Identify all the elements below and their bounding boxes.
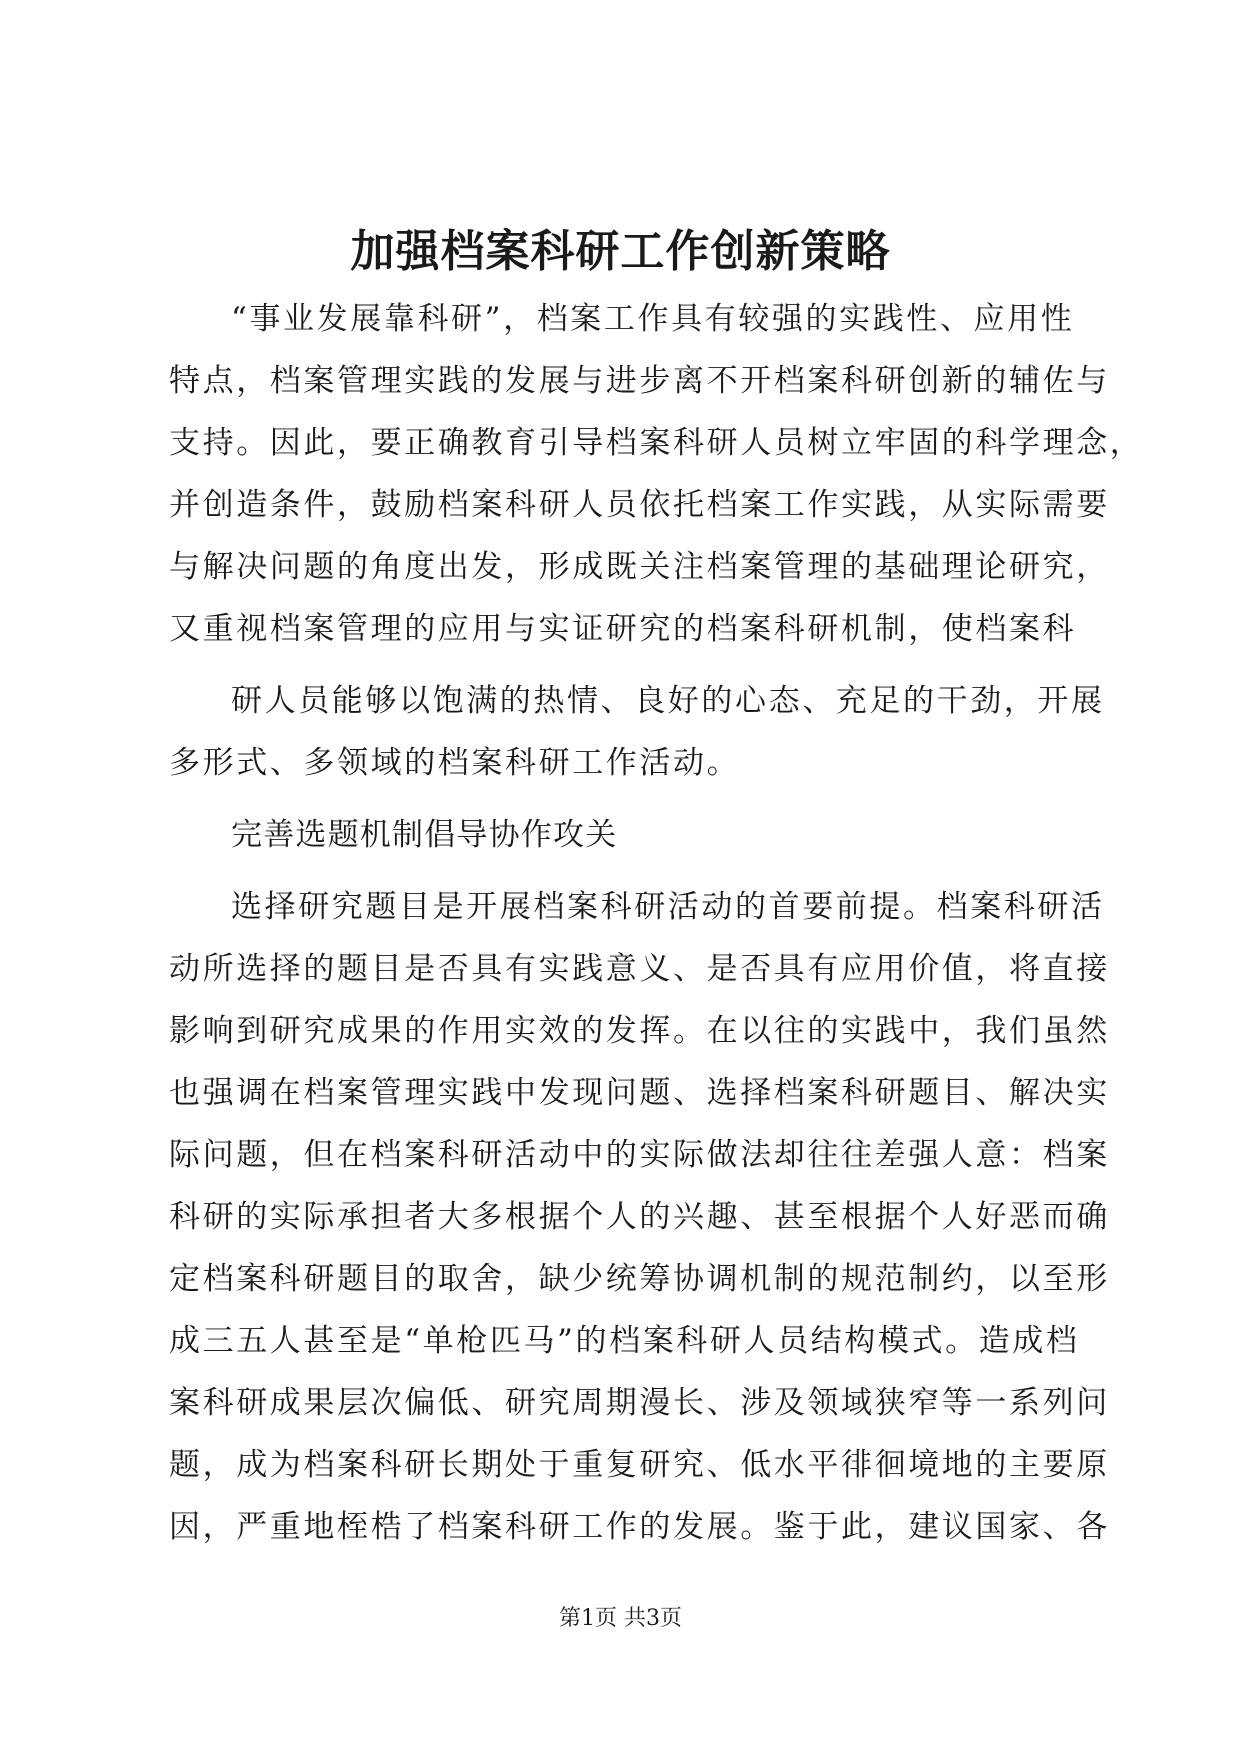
paragraph-line: 并创造条件，鼓励档案科研人员依托档案工作实践，从实际需要 bbox=[169, 487, 1110, 523]
paragraph-line: 定档案科研题目的取舍，缺少统筹协调机制的规范制约，以至形 bbox=[169, 1261, 1110, 1297]
document-title: 加强档案科研工作创新策略 bbox=[350, 226, 891, 277]
paragraph-line: 与解决问题的角度出发，形成既关注档案管理的基础理论研究， bbox=[169, 549, 1110, 585]
paragraph-line: 影响到研究成果的作用实效的发挥。在以往的实践中，我们虽然 bbox=[169, 1013, 1110, 1049]
document-body bbox=[169, 288, 1144, 1558]
paragraph-line: “事业发展靠科研”，档案工作具有较强的实践性、应用性 bbox=[231, 301, 1075, 337]
paragraph-line: 也强调在档案管理实践中发现问题、选择档案科研题目、解决实 bbox=[169, 1075, 1110, 1111]
paragraph-line: 特点，档案管理实践的发展与进步离不开档案科研创新的辅佐与 bbox=[169, 363, 1110, 399]
section-heading: 完善选题机制倡导协作攻关 bbox=[231, 817, 618, 853]
paragraph-line: 又重视档案管理的应用与实证研究的档案科研机制，使档案科 bbox=[169, 611, 1077, 647]
paragraph-line: 成三五人甚至是“单枪匹马”的档案科研人员结构模式。造成档 bbox=[169, 1323, 1080, 1359]
paragraph-line: 研人员能够以饱满的热情、良好的心态、充足的干劲，开展 bbox=[231, 683, 1105, 719]
paragraph-line: 动所选择的题目是否具有实践意义、是否具有应用价值，将直接 bbox=[169, 951, 1110, 987]
paragraph-line: 支持。因此，要正确教育引导档案科研人员树立牢固的科学理念， bbox=[169, 425, 1144, 461]
paragraph-line: 多形式、多领域的档案科研工作活动。 bbox=[169, 745, 741, 781]
paragraph-line: 案科研成果层次偏低、研究周期漫长、涉及领域狭窄等一系列问 bbox=[169, 1385, 1110, 1421]
paragraph-line: 因，严重地桎梏了档案科研工作的发展。鉴于此，建议国家、各 bbox=[169, 1509, 1110, 1545]
paragraph-line: 题，成为档案科研长期处于重复研究、低水平徘徊境地的主要原 bbox=[169, 1447, 1110, 1483]
paragraph-line: 选择研究题目是开展档案科研活动的首要前提。档案科研活 bbox=[231, 889, 1105, 925]
paragraph-line: 科研的实际承担者大多根据个人的兴趣、甚至根据个人好恶而确 bbox=[169, 1199, 1110, 1235]
paragraph-line: 际问题，但在档案科研活动中的实际做法却往往差强人意：档案 bbox=[169, 1137, 1110, 1173]
page-number-footer: 第1页 共3页 bbox=[559, 1606, 682, 1631]
